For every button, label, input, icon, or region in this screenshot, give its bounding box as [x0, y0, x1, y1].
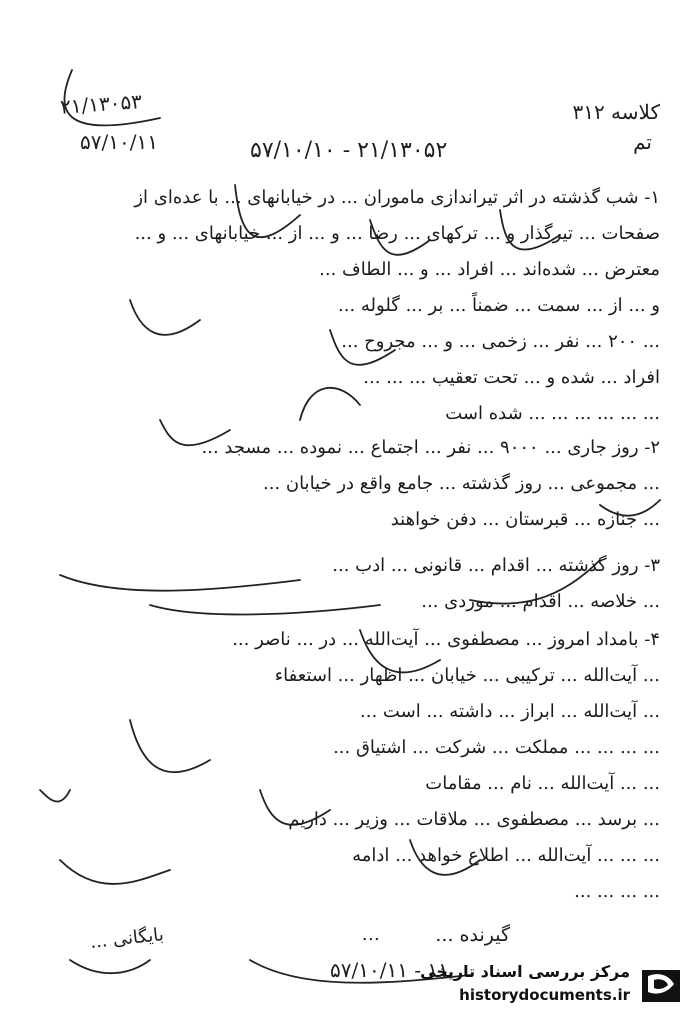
- archive-note: بایگانی ...: [89, 924, 165, 953]
- paragraph-1-line: صفحات ... تیرگذار و ... ترکهای ... رضا ... و ... از ... خیابانهای ... و ...: [134, 223, 660, 244]
- watermark-url: historydocuments.ir: [459, 986, 630, 1004]
- paragraph-4: [40, 622, 660, 910]
- archive-logo-icon: [636, 962, 686, 1010]
- paragraph-4-line: ۴- بامداد امروز ... مصطفوی ... آیت‌الله ... در ... ناصر ...: [232, 629, 660, 650]
- reference-number-left: ۲۱/۱۳۰۵۳: [59, 89, 143, 119]
- reference-number-right: کلاسه ۳۱۲: [572, 100, 660, 124]
- paragraph-2-line: ... جنازه ... قبرستان ... دفن خواهند: [390, 509, 660, 530]
- paragraph-2: [40, 430, 660, 538]
- paragraph-4-line: ... آیت‌الله ... ترکیبی ... خیابان ... اظهار ... استعفاء: [274, 665, 660, 686]
- paragraph-3-line: ۳- روز گذشته ... اقدام ... قانونی ... ادب ...: [332, 555, 660, 576]
- watermark: [420, 960, 692, 1012]
- footer-date: ۵۷/۱۰/۱۱ - ۱۱: [330, 958, 449, 982]
- paragraph-1-line: و ... از ... سمت ... ضمناً ... بر ... گلوله ...: [338, 295, 660, 316]
- classification-mark: تم: [633, 130, 652, 154]
- paragraph-1-line: ۱- شب گذشته در اثر تیراندازی ماموران ... در خیابانهای ... با عده‌ای از: [134, 187, 660, 208]
- watermark-title: مرکز بررسی اسناد تاریخی: [420, 962, 630, 981]
- paragraph-1-line: ... ... ... ... ... ... شده است: [445, 403, 660, 424]
- signature-reporter: گیرنده ...: [435, 924, 510, 946]
- paragraph-1-line: معترض ... شده‌اند ... افراد ... و ... الطاف ...: [319, 259, 660, 280]
- paragraph-1: [40, 180, 660, 432]
- paragraph-1-line: ... ۲۰۰ ... نفر ... زخمی ... و ... مجروح ...: [341, 331, 660, 352]
- paragraph-3-line: ... خلاصه ... اقدام ... موردی ...: [421, 591, 660, 612]
- paragraph-4-line: ... برسد ... مصطفوی ... ملاقات ... وزیر ... داریم: [288, 809, 660, 830]
- paragraph-4-line: ... ... آیت‌الله ... نام ... مقامات: [425, 773, 660, 794]
- paragraph-1-line: افراد ... شده و ... تحت تعقیب ... ... ...: [363, 367, 660, 388]
- paragraph-3: [40, 548, 660, 620]
- header-date-line: ۵۷/۱۰/۱۰ - ۲۱/۱۳۰۵۲: [250, 138, 448, 163]
- paragraph-2-line: ۲- روز جاری ... ۹۰۰۰ ... نفر ... اجتماع ... نموده ... مسجد ...: [201, 437, 660, 458]
- paragraph-4-line: ... ... ... ...: [574, 881, 660, 902]
- signature-title: ...: [361, 924, 380, 945]
- paragraph-4-line: ... ... ... آیت‌الله ... اطلاع خواهد ... ادامه: [352, 845, 660, 866]
- date-left: ۵۷/۱۰/۱۱: [80, 130, 158, 154]
- paragraph-2-line: ... مجموعی ... روز گذشته ... جامع واقع در خیابان ...: [262, 473, 660, 494]
- paragraph-4-line: ... ... ... ... مملکت ... شرکت ... اشتیاق ...: [333, 737, 660, 758]
- paragraph-4-line: ... آیت‌الله ... ابراز ... داشته ... است ...: [360, 701, 660, 722]
